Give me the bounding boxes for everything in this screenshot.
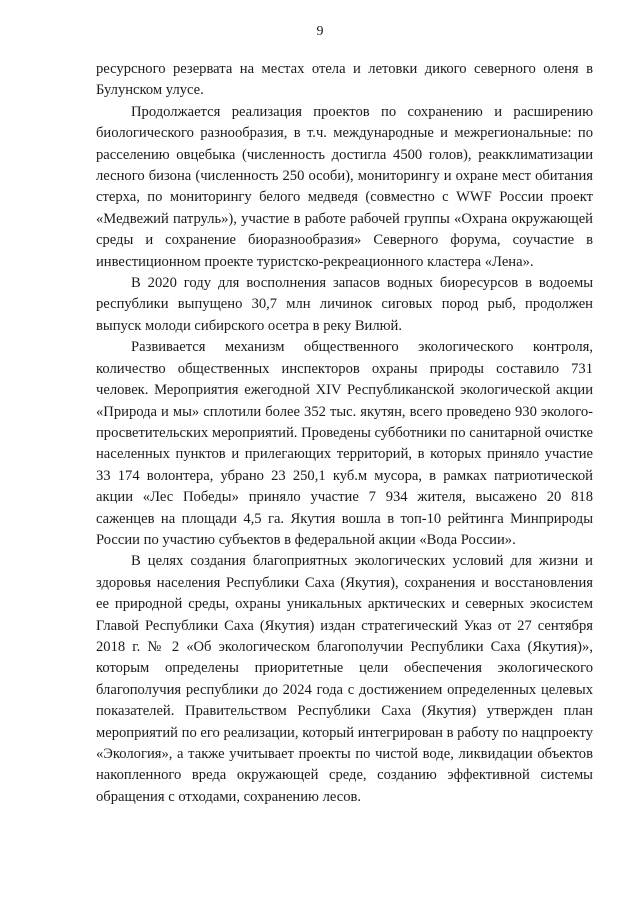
paragraph-public-control: Развивается механизм общественного экологического контроля, количество общественных инспекторов охраны природы составило 731 человек. Мероприятия ежегодной XIV Республиканской экологической акции «Природа и мы» сплотили более 352 тыс. якутян, всего проведено 930 эколого-просветительских мероприятий. Проведены субботники по санитарной очистке населенных пунктов и прилегающих территорий, в которых приняло участие 33 174 волонтера, убрано 23 250,1 куб.м мусора, в рамках патриотической акции «Лес Победы» приняло участие 7 934 жителя, высажено 20 818 саженцев на площади 4,5 га. Якутия вошла в топ-10 рейтинга Минприроды России по участию субъектов в федеральной акции «Вода России». [96,339,593,548]
page-number: 9 [316,24,324,39]
paragraph-bioresources: В 2020 году для восполнения запасов водных биоресурсов в водоемы республики выпущено 30,7 млн личинок сиговых пород рыб, продолжен выпуск молоди сибирского осетра в реку Вилюй. [96,275,593,334]
paragraph-ecological-decree: В целях создания благоприятных экологических условий для жизни и здоровья населения Республики Саха (Якутия), сохранения и восстановления ее природной среды, охраны уникальных арктических и северных экосистем Главой Республики Саха (Якутия) издан стратегический Указ от 27 сентября 2018 г. № 2 «Об экологическом благополучии Республики Саха (Якутия)», которым определены приоритетные цели обеспечения экологического благополучия республики до 2024 года с достижением определенных целевых показателей. Правительством Республики Саха (Якутия) утвержден план мероприятий по его реализации, который интегрирован в работу по нацпроекту «Экология», а также учитывает проекты по чистой воде, ликвидации объектов накопленного вреда окружающей среде, созданию эффективной системы обращения с отходами, сохранению лесов. [96,553,593,805]
paragraph-continuation: ресурсного резервата на местах отела и летовки дикого северного оленя в Булунском улусе. [96,61,593,99]
body-text [96,59,593,808]
paragraph-biodiversity: Продолжается реализация проектов по сохранению и расширению биологического разнообразия, в т.ч. международные и межрегиональные: по расселению овцебыка (численность достигла 4500 голов), реакклиматизации лесного бизона (численность 250 особи), мониторингу и охране мест обитания стерха, по мониторингу белого медведя (совместно с WWF России проект «Медвежий патруль»), участие в работе рабочей группы «Охрана окружающей среды и сохранение биоразнообразия» Северного форума, соучастие в инвестиционном проекте туристско-рекреационного кластера «Лена». [96,103,593,270]
